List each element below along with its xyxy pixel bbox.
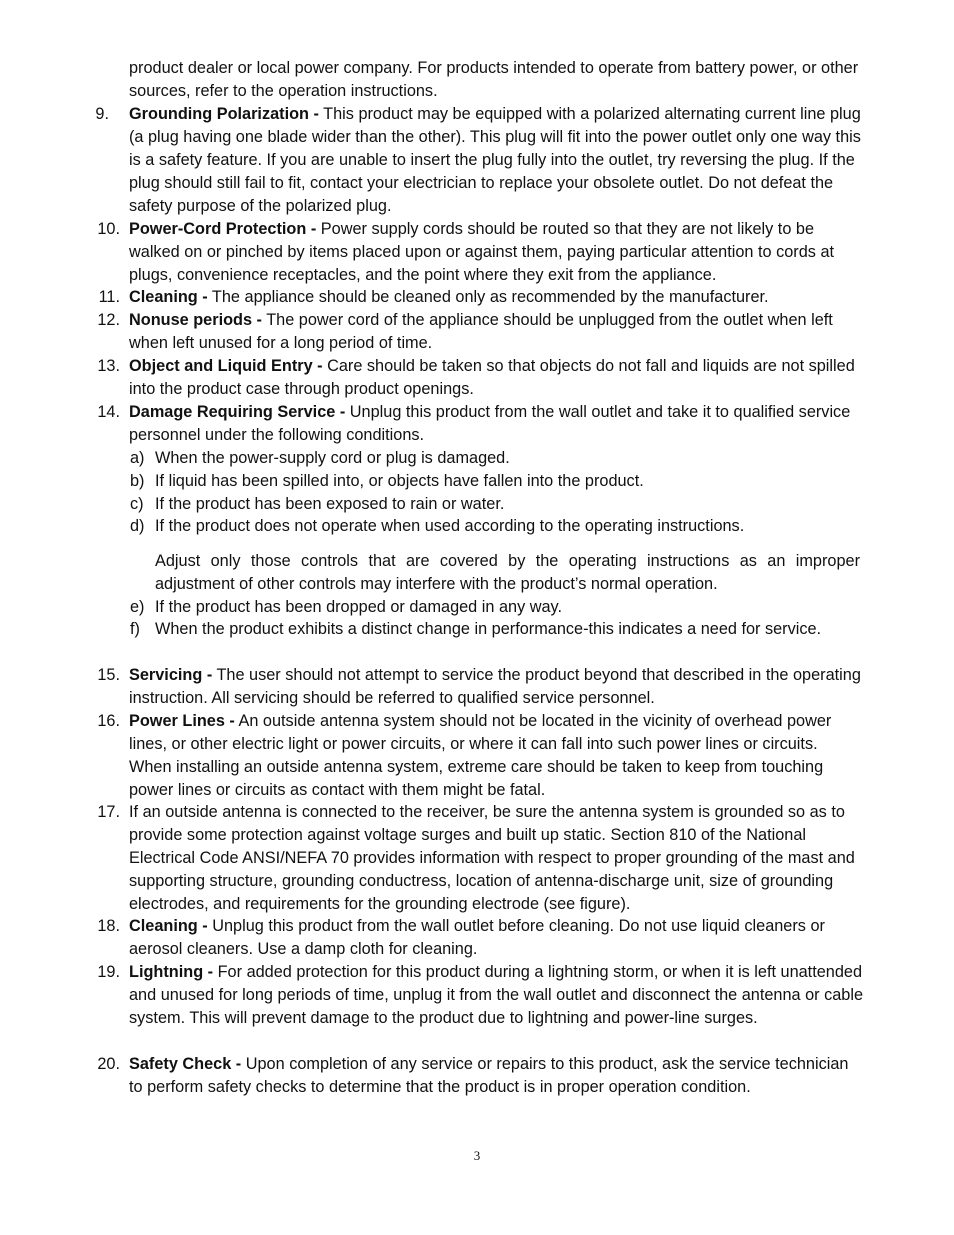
item-title: Nonuse periods - [129,311,262,329]
adjust-note: Adjust only those controls that are covered by the operating instructions as an improper adjustment of other controls may interfere with the product’s normal operation. [155,552,860,593]
condition-letter: f) [130,620,140,638]
item-number: 13. [97,357,120,375]
item-body [129,286,864,309]
condition-letter: e) [130,598,145,616]
item-number: 18. [97,917,120,935]
item-text: Power supply cords should be routed so that they are not likely to be walked on or pinched by items placed upon or against them, paying particular attention to cords at plugs, convenience receptacles, and the point where they exit from the appliance. [129,220,835,284]
item-body [129,801,864,916]
item-title: Safety Check - [129,1055,242,1073]
item-body [129,401,864,447]
item-number: 16. [97,712,120,730]
item-number: 17. [97,803,120,821]
item-number: 10. [97,220,120,238]
continuation-paragraph: product dealer or local power company. For products intended to operate from battery power, or other sources, refer to the operation instructions. [129,59,859,100]
item-text: The power cord of the appliance should be unplugged from the outlet when left when left unused for a long period of time. [129,311,833,352]
item-number: 15. [97,666,120,684]
item-body [129,961,864,1030]
item-number: 12. [97,311,120,329]
item-text: For added protection for this product during a lightning storm, or when it is left unattended and unused for long periods of time, unplug it from the wall outlet and disconnect the antenna or cable system. This will prevent damage to the product due to lightning and power-line surges. [129,963,864,1027]
item-body [129,664,864,710]
item-text: Unplug this product from the wall outlet and take it to qualified service personnel under the following conditions. [129,403,851,444]
condition-text: If the product has been dropped or damaged in any way. [155,598,562,616]
item-title: Power Lines - [129,712,235,730]
item-text: The appliance should be cleaned only as recommended by the manufacturer. [207,288,769,306]
item-body [129,915,864,961]
item-body [129,309,864,355]
item-title: Servicing - [129,666,213,684]
item-title: Damage Requiring Service - [129,403,346,421]
condition-text: If liquid has been spilled into, or objects have fallen into the product. [155,472,644,490]
item-body [129,218,864,287]
item-title: Grounding Polarization - [129,105,319,123]
item-text: Care should be taken so that objects do not fall and liquids are not spilled into the product case through product openings. [129,357,855,398]
item-body [129,710,864,802]
item-text: This product may be equipped with a polarized alternating current line plug (a plug having one blade wider than the other). This plug will fit into the power outlet only one way this is a safety feature. If you are unable to insert the plug fully into the outlet, try reversing the plug. If the plug should still fail to fit, contact your electrician to replace your obsolete outlet. Do not defeat the safety purpose of the polarized plug. [129,105,861,215]
condition-letter: b) [130,472,145,490]
item-title: Lightning - [129,963,214,981]
item-title: Power-Cord Protection - [129,220,317,238]
item-title: Object and Liquid Entry - [129,357,323,375]
item-number: 19. [97,963,120,981]
item-number: 9. [95,105,109,123]
condition-letter: a) [130,449,145,467]
item-text: If an outside antenna is connected to the receiver, be sure the antenna system is grounded so as to provide some protection against voltage surges and built up static. Section 810 of the National Electrical Code ANSI/NEFA 70 provides information with respect to proper grounding of the mast and supporting structure, grounding conductress, location of antenna-discharge unit, size of grounding electrodes, and requirements for the grounding electrode (see figure). [129,803,855,913]
condition-text: If the product has been exposed to rain or water. [155,495,505,513]
item-body [129,355,864,401]
item-body [129,1053,864,1099]
item-text: The user should not attempt to service the product beyond that described in the operating instruction. All servicing should be referred to qualified service personnel. [129,666,861,707]
condition-text: When the product exhibits a distinct change in performance-this indicates a need for service. [155,620,822,638]
item-title: Cleaning - [129,288,208,306]
item-text: An outside antenna system should not be located in the vicinity of overhead power lines, or other electric light or power circuits, or where it can fall into such power lines or circuits. When installing an outside antenna system, extreme care should be taken to keep from touching power lines or circuits as contact with them might be fatal. [129,712,832,799]
condition-text: When the power-supply cord or plug is damaged. [155,449,510,467]
condition-letter: d) [130,517,145,535]
item-number: 14. [97,403,120,421]
item-text: Upon completion of any service or repairs to this product, ask the service technician to perform safety checks to determine that the product is in proper operation condition. [129,1055,849,1096]
condition-text: If the product does not operate when used according to the operating instructions. [155,517,745,535]
item-title: Cleaning - [129,917,208,935]
condition-letter: c) [130,495,144,513]
item-number: 20. [97,1055,120,1073]
item-number: 11. [98,288,120,306]
item-text: Unplug this product from the wall outlet before cleaning. Do not use liquid cleaners or aerosol cleaners. Use a damp cloth for cleaning. [129,917,825,958]
item-body [129,103,864,218]
page-number: 3 [473,1148,481,1163]
